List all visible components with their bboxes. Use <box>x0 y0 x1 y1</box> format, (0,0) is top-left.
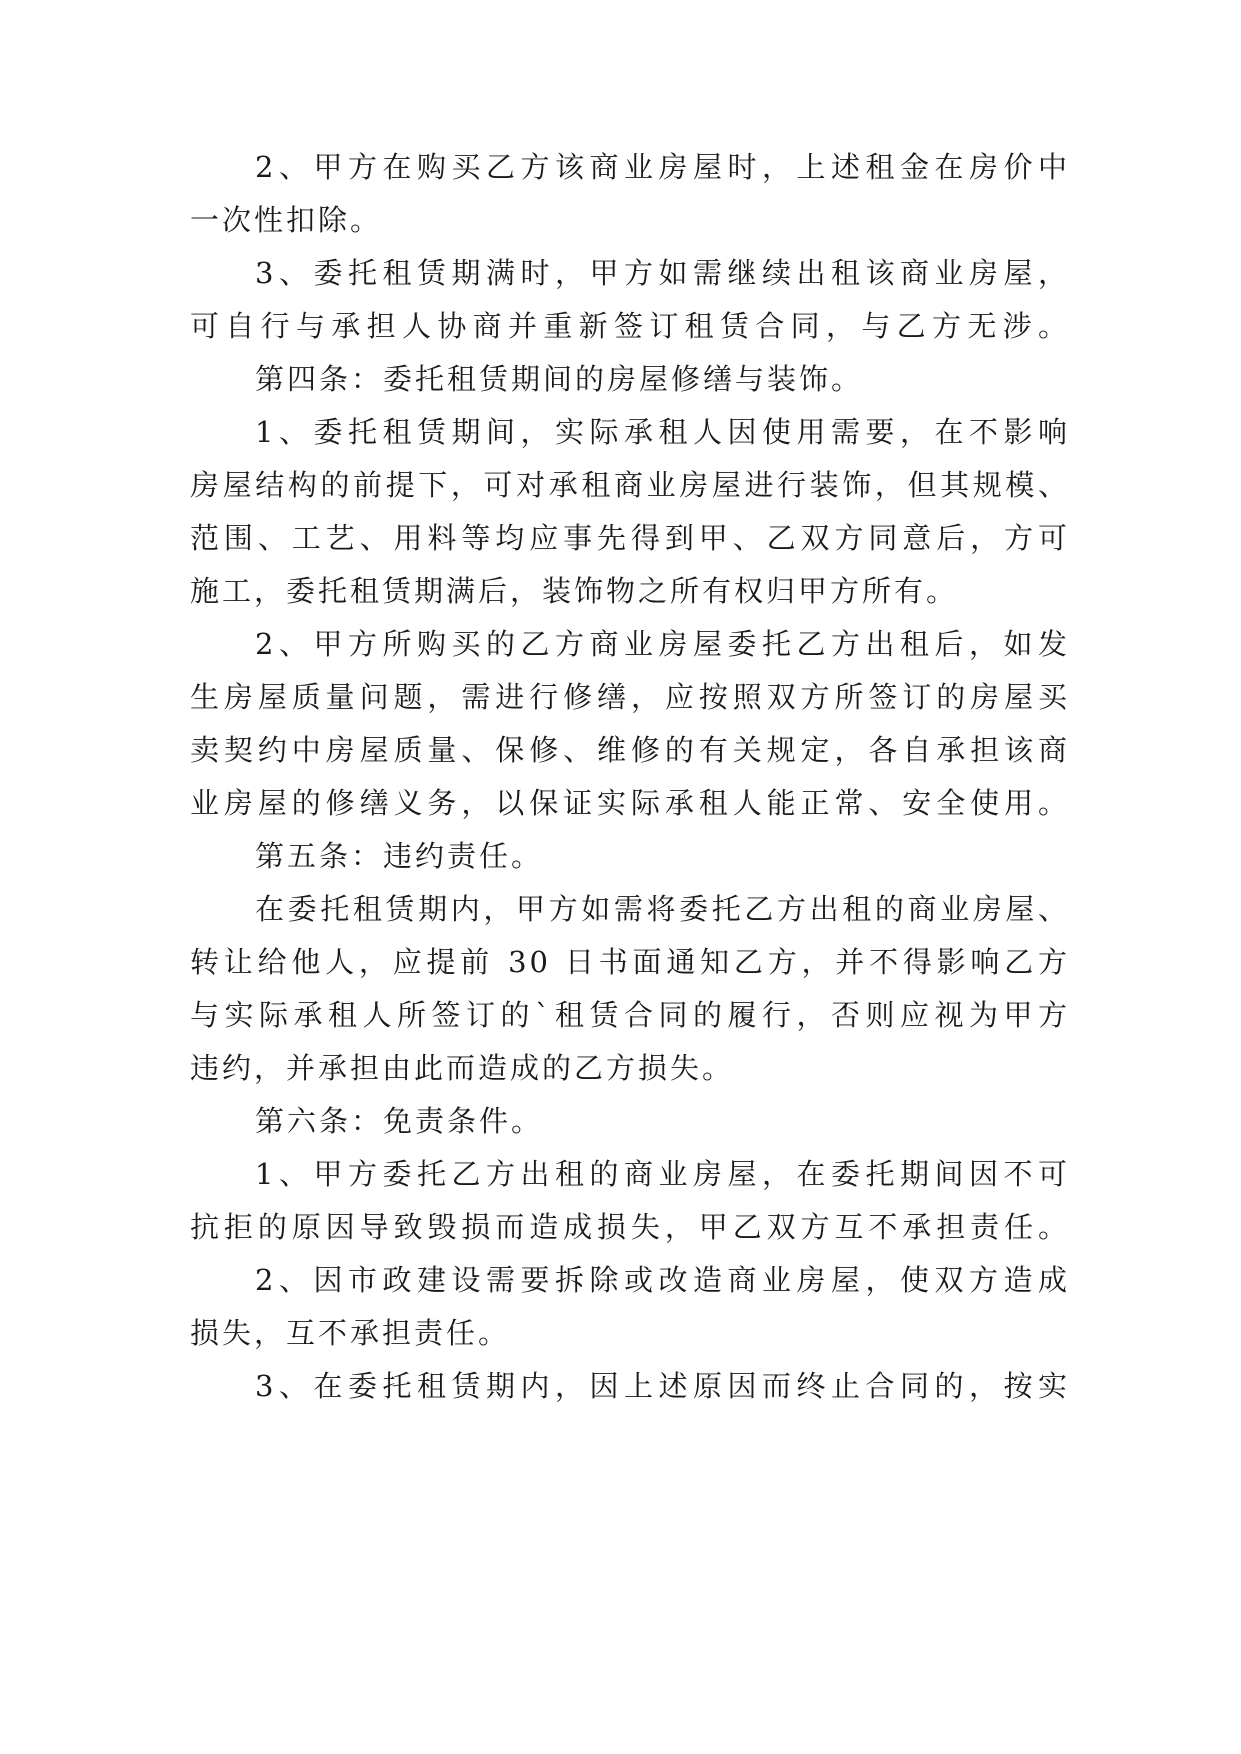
text-line: 可自行与承担人协商并重新签订租赁合同，与乙方无涉。 <box>190 309 1070 343</box>
text-line: 2、甲方所购买的乙方商业房屋委托乙方出租后，如发 <box>255 627 1070 661</box>
text-line: 范围、工艺、用料等均应事先得到甲、乙双方同意后，方可 <box>190 521 1070 555</box>
text-line: 施工，委托租赁期满后，装饰物之所有权归甲方所有。 <box>190 574 959 608</box>
text-line: 生房屋质量问题，需进行修缮，应按照双方所签订的房屋买 <box>190 680 1070 714</box>
text-line: 损失，互不承担责任。 <box>190 1316 511 1350</box>
text-line: 卖契约中房屋质量、保修、维修的有关规定，各自承担该商 <box>190 733 1070 767</box>
section-heading: 第五条：违约责任。 <box>255 839 544 873</box>
text-line: 业房屋的修缮义务，以保证实际承租人能正常、安全使用。 <box>190 786 1070 820</box>
text-line: 与实际承租人所签订的`租赁合同的履行，否则应视为甲方 <box>190 998 1070 1032</box>
text-line: 违约，并承担由此而造成的乙方损失。 <box>190 1051 735 1085</box>
text-line: 3、委托租赁期满时，甲方如需继续出租该商业房屋， <box>255 256 1070 290</box>
text-line: 3、在委托租赁期内，因上述原因而终止合同的，按实 <box>255 1369 1070 1403</box>
text-line: 1、甲方委托乙方出租的商业房屋，在委托期间因不可 <box>255 1157 1070 1191</box>
text-line: 在委托租赁期内，甲方如需将委托乙方出租的商业房屋、 <box>255 892 1070 926</box>
section-heading: 第四条：委托租赁期间的房屋修缮与装饰。 <box>255 362 864 396</box>
text-line: 转让给他人，应提前 30 日书面通知乙方，并不得影响乙方 <box>190 945 1070 979</box>
text-line: 2、因市政建设需要拆除或改造商业房屋，使双方造成 <box>255 1263 1070 1297</box>
text-line: 抗拒的原因导致毁损而造成损失，甲乙双方互不承担责任。 <box>190 1210 1070 1244</box>
text-line: 房屋结构的前提下，可对承租商业房屋进行装饰，但其规模、 <box>190 468 1070 502</box>
section-heading: 第六条：免责条件。 <box>255 1104 544 1138</box>
text-line: 一次性扣除。 <box>190 203 383 237</box>
text-line: 2、甲方在购买乙方该商业房屋时，上述租金在房价中 <box>255 150 1070 184</box>
text-line: 1、委托租赁期间，实际承租人因使用需要，在不影响 <box>255 415 1070 449</box>
